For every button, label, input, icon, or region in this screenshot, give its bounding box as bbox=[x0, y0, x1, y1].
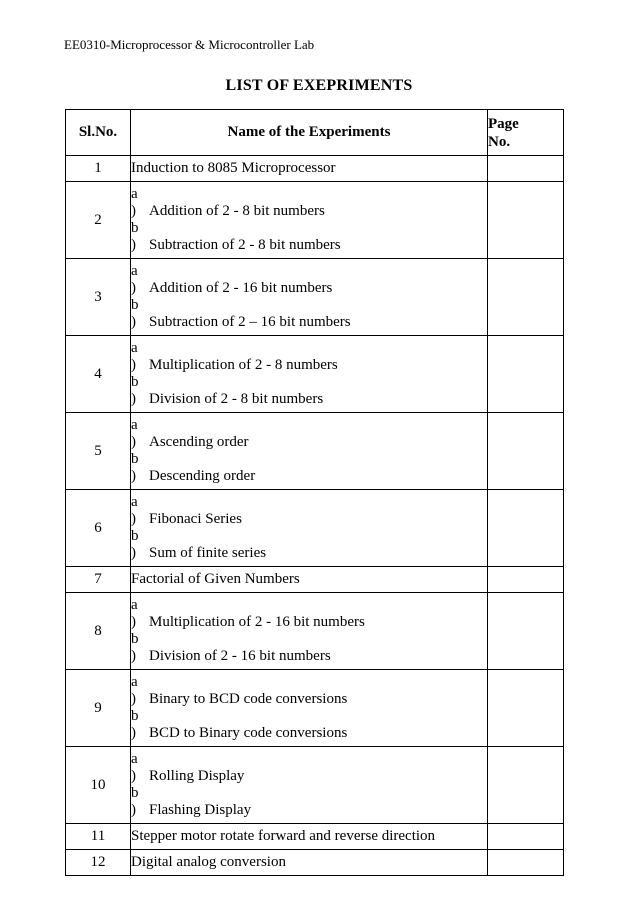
subitem-b-text: Division of 2 - 8 bit numbers bbox=[149, 391, 324, 408]
subitem-b-text: Sum of finite series bbox=[149, 545, 267, 562]
subitem-a-text: Multiplication of 2 - 8 numbers bbox=[149, 356, 338, 373]
subitem-b-mark-marker: b bbox=[131, 631, 139, 647]
subitem-a-mark-marker: a bbox=[131, 673, 138, 690]
table-row bbox=[66, 182, 564, 259]
table-row bbox=[66, 567, 564, 593]
subitem-b-line bbox=[131, 545, 487, 562]
row-page-number bbox=[488, 670, 564, 747]
subitem-a-line bbox=[131, 357, 487, 374]
row-page-number bbox=[488, 567, 564, 593]
row-slno: 3 bbox=[66, 259, 131, 336]
subitem-b-mark-line bbox=[131, 708, 487, 725]
page-title: LIST OF EXEPRIMENTS bbox=[225, 77, 413, 94]
subitem-a-text: Multiplication of 2 - 16 bit numbers bbox=[149, 613, 365, 630]
row-experiment-name: Digital analog conversion bbox=[131, 850, 488, 876]
subitem-a-mark-marker: a bbox=[131, 750, 138, 767]
subitem-b-line bbox=[131, 237, 487, 254]
table-header-row bbox=[66, 110, 564, 156]
subitem-a-text: Fibonaci Series bbox=[149, 510, 242, 527]
subitem-b-mark-line bbox=[131, 451, 487, 468]
row-experiment-subitems bbox=[131, 670, 488, 747]
subitem-b-mark-marker: b bbox=[131, 451, 139, 467]
subitem-a-mark-marker: a bbox=[131, 262, 138, 279]
row-slno: 9 bbox=[66, 670, 131, 747]
subitem-b-line bbox=[131, 802, 487, 819]
subitem-b-mark-marker: b bbox=[131, 374, 139, 390]
row-page-number bbox=[488, 156, 564, 182]
row-slno: 2 bbox=[66, 182, 131, 259]
subitem-b-mark-line bbox=[131, 528, 487, 545]
subitem-a-line bbox=[131, 203, 487, 220]
subitem-b-line bbox=[131, 314, 487, 331]
subitem-b-mark-line bbox=[131, 631, 487, 648]
table-row bbox=[66, 850, 564, 876]
subitem-a-mark-line bbox=[131, 674, 487, 691]
subitem-b-mark-line bbox=[131, 374, 487, 391]
row-experiment-name: Induction to 8085 Microprocessor bbox=[131, 156, 488, 182]
row-slno: 12 bbox=[66, 850, 131, 876]
table-row bbox=[66, 413, 564, 490]
subitem-b-text: BCD to Binary code conversions bbox=[149, 725, 348, 742]
row-experiment-subitems bbox=[131, 259, 488, 336]
subitem-b-line bbox=[131, 725, 487, 742]
subitem-a-marker: ) bbox=[131, 613, 136, 630]
subitem-a-line bbox=[131, 511, 487, 528]
table-row bbox=[66, 259, 564, 336]
table-row bbox=[66, 490, 564, 567]
row-slno: 4 bbox=[66, 336, 131, 413]
column-header-page-line1: Page bbox=[488, 115, 519, 132]
subitem-b-mark-marker: b bbox=[131, 528, 139, 544]
row-experiment-subitems bbox=[131, 747, 488, 824]
row-page-number bbox=[488, 850, 564, 876]
experiments-table bbox=[65, 109, 564, 876]
table-row bbox=[66, 747, 564, 824]
row-experiment-name: Stepper motor rotate forward and reverse direction bbox=[131, 824, 488, 850]
subitem-b-text: Subtraction of 2 – 16 bit numbers bbox=[149, 314, 351, 331]
row-page-number bbox=[488, 413, 564, 490]
subitem-a-mark-marker: a bbox=[131, 596, 138, 613]
row-page-number bbox=[488, 747, 564, 824]
subitem-a-text: Rolling Display bbox=[149, 767, 245, 784]
subitem-b-line bbox=[131, 468, 487, 485]
subitem-b-marker: ) bbox=[131, 237, 136, 254]
subitem-a-marker: ) bbox=[131, 510, 136, 527]
column-header-page-line2: No. bbox=[488, 133, 511, 150]
subitem-b-marker: ) bbox=[131, 545, 136, 562]
subitem-a-mark-marker: a bbox=[131, 493, 138, 510]
row-page-number bbox=[488, 182, 564, 259]
subitem-a-marker: ) bbox=[131, 767, 136, 784]
subitem-b-marker: ) bbox=[131, 391, 136, 408]
subitem-a-line bbox=[131, 691, 487, 708]
subitem-b-mark-marker: b bbox=[131, 785, 139, 801]
subitem-a-mark-line bbox=[131, 263, 487, 280]
subitem-a-marker: ) bbox=[131, 356, 136, 373]
row-page-number bbox=[488, 259, 564, 336]
subitem-a-mark-line bbox=[131, 494, 487, 511]
row-page-number bbox=[488, 593, 564, 670]
subitem-a-mark-line bbox=[131, 751, 487, 768]
subitem-a-mark-marker: a bbox=[131, 185, 138, 202]
page-header: EE0310-Microprocessor & Microcontroller Lab bbox=[64, 37, 315, 52]
subitem-a-marker: ) bbox=[131, 690, 136, 707]
row-experiment-subitems bbox=[131, 593, 488, 670]
subitem-a-mark-line bbox=[131, 186, 487, 203]
row-experiment-subitems bbox=[131, 336, 488, 413]
row-slno: 7 bbox=[66, 567, 131, 593]
subitem-b-mark-line bbox=[131, 297, 487, 314]
table-row bbox=[66, 670, 564, 747]
subitem-a-marker: ) bbox=[131, 279, 136, 296]
subitem-b-mark-line bbox=[131, 220, 487, 237]
row-slno: 1 bbox=[66, 156, 131, 182]
subitem-a-mark-line bbox=[131, 340, 487, 357]
subitem-a-text: Ascending order bbox=[149, 433, 249, 450]
row-slno: 11 bbox=[66, 824, 131, 850]
table-row bbox=[66, 156, 564, 182]
subitem-b-marker: ) bbox=[131, 725, 136, 742]
table-row bbox=[66, 593, 564, 670]
subitem-b-marker: ) bbox=[131, 648, 136, 665]
subitem-b-text: Division of 2 - 16 bit numbers bbox=[149, 648, 331, 665]
subitem-a-line bbox=[131, 280, 487, 297]
column-header-page bbox=[488, 110, 564, 156]
subitem-b-line bbox=[131, 648, 487, 665]
subitem-a-marker: ) bbox=[131, 202, 136, 219]
subitem-a-mark-line bbox=[131, 417, 487, 434]
subitem-b-marker: ) bbox=[131, 314, 136, 331]
row-slno: 6 bbox=[66, 490, 131, 567]
subitem-b-marker: ) bbox=[131, 802, 136, 819]
subitem-b-text: Descending order bbox=[149, 468, 256, 485]
column-header-name: Name of the Experiments bbox=[131, 110, 488, 156]
subitem-b-marker: ) bbox=[131, 468, 136, 485]
subitem-b-mark-line bbox=[131, 785, 487, 802]
subitem-a-marker: ) bbox=[131, 433, 136, 450]
subitem-b-mark-marker: b bbox=[131, 708, 139, 724]
table-row bbox=[66, 336, 564, 413]
row-experiment-subitems bbox=[131, 413, 488, 490]
subitem-a-mark-marker: a bbox=[131, 339, 138, 356]
subitem-a-text: Binary to BCD code conversions bbox=[149, 690, 348, 707]
subitem-a-line bbox=[131, 614, 487, 631]
subitem-b-mark-marker: b bbox=[131, 297, 139, 313]
row-experiment-subitems bbox=[131, 182, 488, 259]
subitem-b-text: Subtraction of 2 - 8 bit numbers bbox=[149, 237, 341, 254]
subitem-a-line bbox=[131, 434, 487, 451]
row-slno: 10 bbox=[66, 747, 131, 824]
subitem-a-text: Addition of 2 - 8 bit numbers bbox=[149, 202, 325, 219]
row-experiment-subitems bbox=[131, 490, 488, 567]
subitem-a-text: Addition of 2 - 16 bit numbers bbox=[149, 279, 333, 296]
row-page-number bbox=[488, 336, 564, 413]
row-page-number bbox=[488, 490, 564, 567]
table-row bbox=[66, 824, 564, 850]
row-slno: 5 bbox=[66, 413, 131, 490]
subitem-b-line bbox=[131, 391, 487, 408]
subitem-a-mark-marker: a bbox=[131, 416, 138, 433]
subitem-a-line bbox=[131, 768, 487, 785]
row-page-number bbox=[488, 824, 564, 850]
subitem-b-text: Flashing Display bbox=[149, 802, 252, 819]
subitem-b-mark-marker: b bbox=[131, 220, 139, 236]
subitem-a-mark-line bbox=[131, 597, 487, 614]
column-header-slno: Sl.No. bbox=[66, 110, 131, 156]
row-experiment-name: Factorial of Given Numbers bbox=[131, 567, 488, 593]
row-slno: 8 bbox=[66, 593, 131, 670]
